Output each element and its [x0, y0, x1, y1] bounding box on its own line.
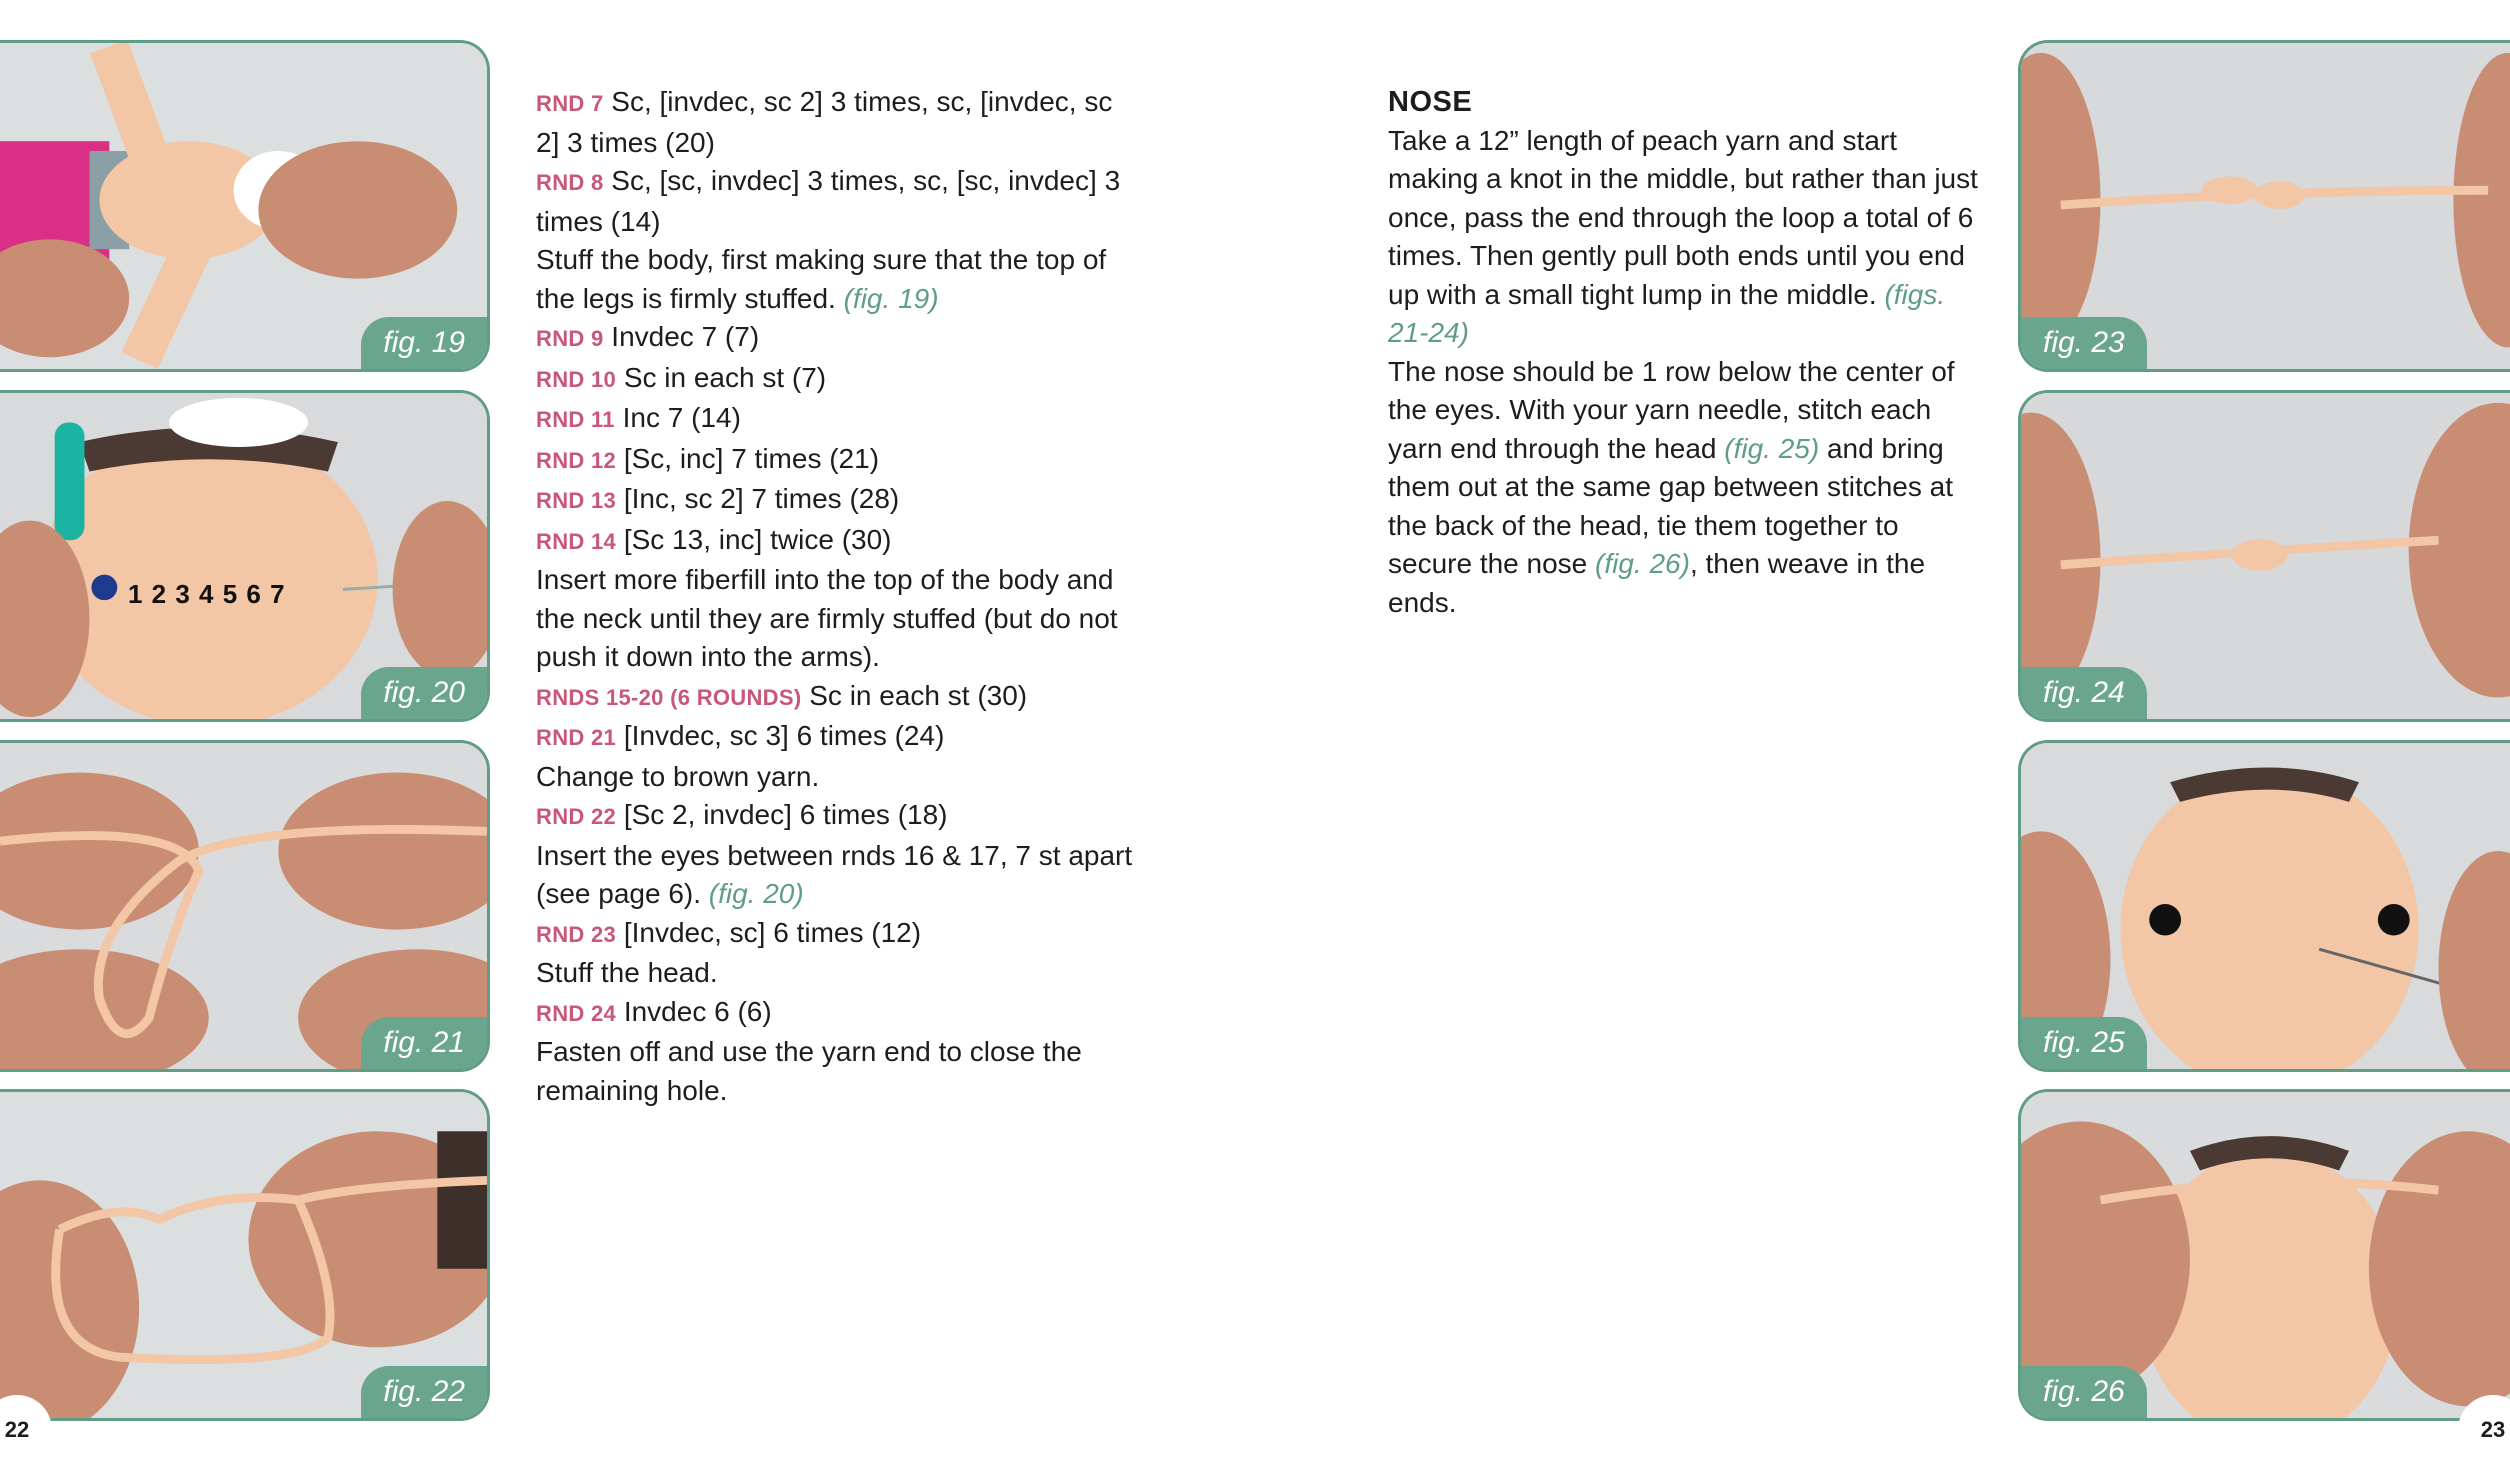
round-14	[536, 521, 1136, 562]
round-9	[536, 318, 1136, 359]
page-number-left: 22	[0, 1395, 52, 1465]
round-21-text: [Invdec, sc 3] 6 times (24)	[616, 720, 945, 751]
figure-24-photo	[2018, 390, 2510, 722]
insert-fiberfill-note: Insert more fiberfill into the top of the body and the neck until they are firmly stuffed (but do not push it down into the arms).	[536, 564, 1118, 672]
fasten-off-note: Fasten off and use the yarn end to close the remaining hole.	[536, 1036, 1082, 1106]
figure-21-label: fig. 21	[361, 1017, 487, 1069]
round-7	[536, 83, 1136, 162]
nose-paragraph-2-text-b: and bring them out at the same gap between stitches at the back of the head, tie them together to secure the nose	[1388, 432, 1954, 579]
round-10	[536, 359, 1136, 400]
figure-20-photo	[0, 390, 490, 722]
round-7-tag: RND 7	[536, 91, 604, 116]
round-22-tag: RND 22	[536, 804, 617, 829]
round-8-text: Sc, [sc, invdec] 3 times, sc, [sc, invdec] 3 times (14)	[536, 165, 1121, 237]
nose-paragraph-2	[1388, 353, 1978, 623]
figure-25-photo	[2018, 740, 2510, 1072]
stuff-head-note: Stuff the head.	[536, 957, 718, 988]
figure-24-label: fig. 24	[2021, 667, 2147, 719]
round-22	[536, 796, 1136, 837]
fig-19-reference: (fig. 19)	[843, 282, 939, 314]
figs-21-24-reference: (figs. 21-24)	[1388, 278, 1946, 348]
figure-23-label: fig. 23	[2021, 317, 2147, 369]
figure-22-label: fig. 22	[361, 1366, 487, 1418]
round-22-text: [Sc 2, invdec] 6 times (18)	[616, 799, 948, 830]
change-yarn-note: Change to brown yarn.	[536, 760, 820, 792]
round-11-text: Inc 7 (14)	[614, 402, 741, 433]
round-11-tag: RND 11	[536, 407, 615, 432]
insert-eyes-text: Insert the eyes between rnds 16 & 17, 7 st apart (see page 6).	[536, 839, 1133, 909]
figure-19-photo	[0, 40, 490, 372]
round-13-text: [Inc, sc 2] 7 times (28)	[616, 483, 900, 514]
round-21	[536, 717, 1136, 758]
round-12	[536, 440, 1136, 481]
nose-instructions	[1388, 83, 1978, 622]
figure-26-photo	[2018, 1089, 2510, 1421]
round-8-tag: RND 8	[536, 170, 604, 195]
round-24-text: Invdec 6 (6)	[616, 995, 772, 1027]
rounds-15-20	[536, 677, 1136, 718]
round-8	[536, 162, 1136, 241]
figure-26-label: fig. 26	[2021, 1366, 2147, 1418]
round-24	[536, 993, 1136, 1034]
round-10-tag: RND 10	[536, 366, 617, 392]
nose-heading: NOSE	[1388, 86, 1473, 118]
round-14-tag: RND 14	[536, 528, 617, 554]
round-10-text: Sc in each st (7)	[616, 361, 827, 393]
round-9-tag: RND 9	[536, 326, 604, 351]
round-23-text: [Invdec, sc] 6 times (12)	[616, 916, 922, 948]
rounds-15-20-tag: RNDS 15-20 (6 ROUNDS)	[536, 684, 802, 710]
stitch-count-numbers: 1 2 3 4 5 6 7	[128, 579, 286, 609]
round-23	[536, 914, 1136, 955]
nose-paragraph-2-text-a: The nose should be 1 row below the center of the eyes. With your yarn needle, stitch each yarn end through the head	[1388, 355, 1955, 464]
insert-eyes-note	[536, 837, 1136, 914]
figure-22-photo	[0, 1089, 490, 1421]
round-9-text: Invdec 7 (7)	[603, 321, 760, 352]
nose-paragraph-1-text: Take a 12” length of peach yarn and start making a knot in the middle, but rather than just once, pass the end through the loop a total of 6 times. Then gently pull both ends until you end up with a small tight lump in the middle.	[1388, 124, 1978, 310]
fig-25-reference: (fig. 25)	[1724, 432, 1820, 464]
rounds-instructions	[536, 83, 1136, 1110]
round-23-tag: RND 23	[536, 921, 617, 947]
stuff-body-note	[536, 241, 1136, 318]
rounds-15-20-text: Sc in each st (30)	[801, 679, 1028, 711]
figure-21-photo	[0, 740, 490, 1072]
figure-23-photo	[2018, 40, 2510, 372]
round-11	[536, 399, 1136, 440]
nose-paragraph-2-text-c: , then weave in the ends.	[1388, 548, 1926, 618]
fig-20-reference: (fig. 20)	[708, 878, 804, 909]
round-14-text: [Sc 13, inc] twice (30)	[616, 523, 892, 555]
nose-paragraph-1	[1388, 122, 1978, 353]
figure-20-label: fig. 20	[361, 667, 487, 719]
page-number-right: 23	[2458, 1395, 2510, 1465]
round-12-text: [Sc, inc] 7 times (21)	[616, 442, 880, 474]
round-12-tag: RND 12	[536, 447, 617, 473]
round-13-tag: RND 13	[536, 488, 617, 513]
fig-26-reference: (fig. 26)	[1595, 548, 1690, 579]
stuff-body-text: Stuff the body, first making sure that the top of the legs is firmly stuffed.	[536, 244, 1107, 314]
figure-19-label: fig. 19	[361, 317, 487, 369]
round-24-tag: RND 24	[536, 1000, 617, 1026]
round-21-tag: RND 21	[536, 725, 617, 750]
round-13	[536, 480, 1136, 521]
round-7-text: Sc, [invdec, sc 2] 3 times, sc, [invdec, sc 2] 3 times (20)	[536, 86, 1113, 158]
figure-25-label: fig. 25	[2021, 1017, 2147, 1069]
